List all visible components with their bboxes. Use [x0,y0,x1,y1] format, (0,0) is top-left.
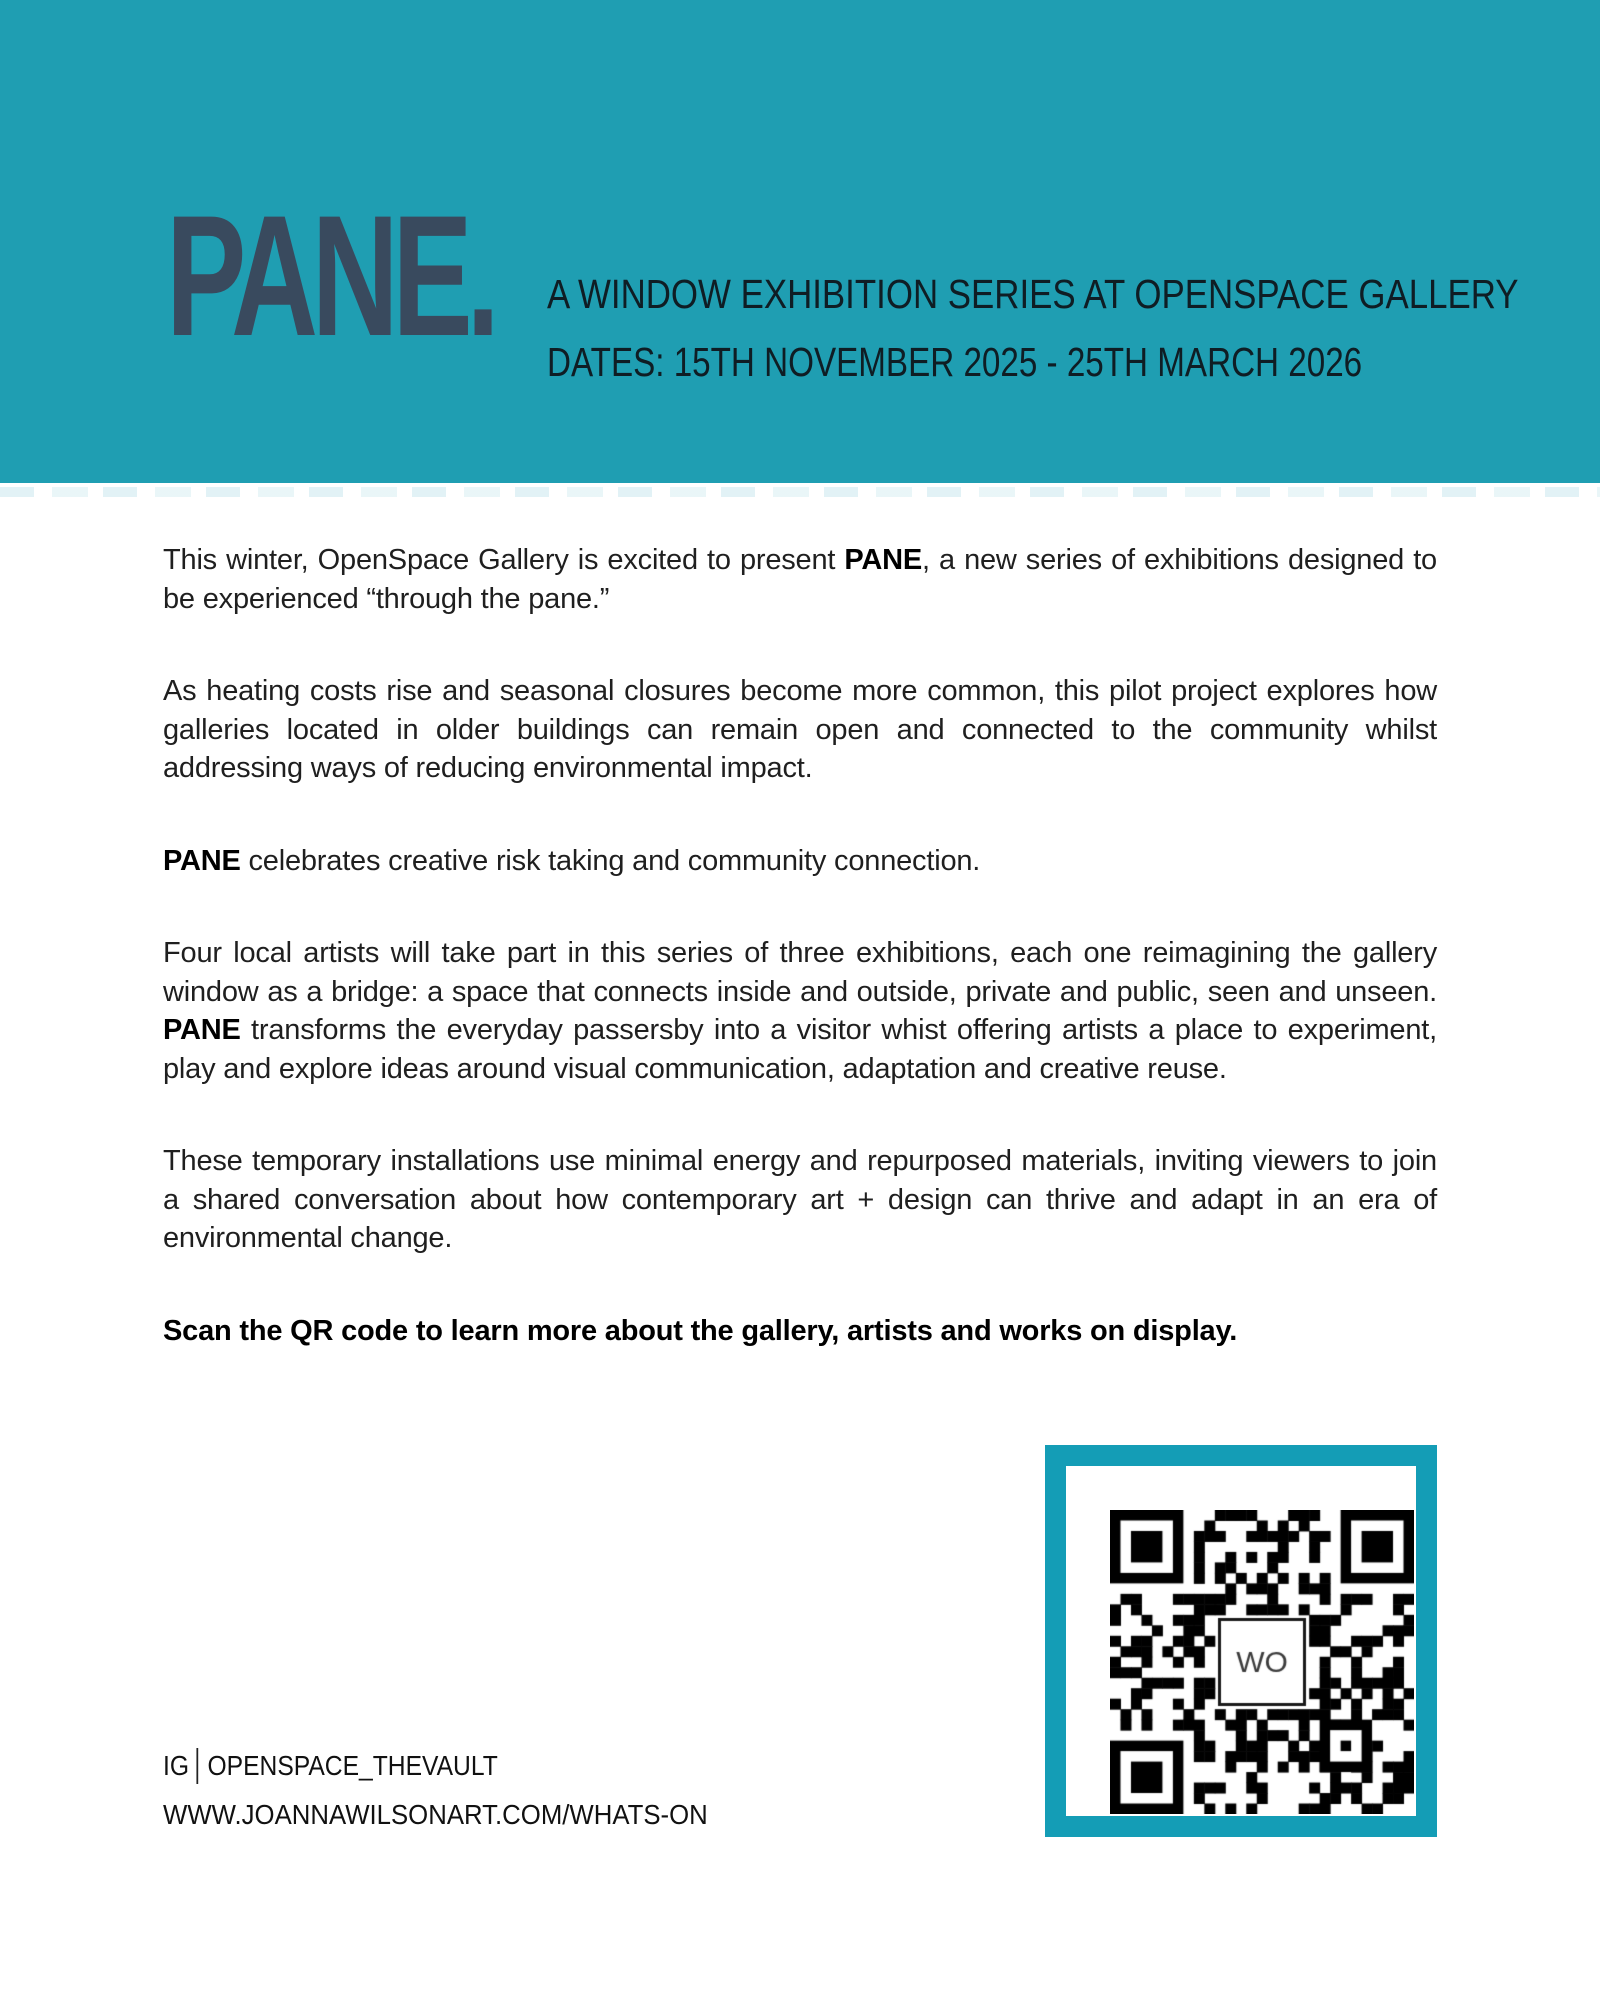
body-paragraphs [163,541,1437,1350]
paragraph: As heating costs rise and seasonal closures become more common, this pilot project explores how galleries located in older buildings can remain open and connected to the community whilst addressing ways of reducing environmental impact. [163,675,1437,784]
instagram-handle: OPENSPACE_THEVAULT [207,1750,498,1782]
instagram-prefix: IG [163,1750,190,1782]
divider-bar [196,1748,198,1784]
exhibition-subtitle: A WINDOW EXHIBITION SERIES AT OPENSPACE GALLERY [547,271,1519,317]
paragraph: Four local artists will take part in this series of three exhibitions, each one reimagining the gallery window as a bridge: a space that connects inside and outside, private and public, seen and unseen. PANE transforms the everyday passersby into a visitor whist offering artists a place to experiment, play and explore ideas around visual communication, adaptation and creative reuse. [163,937,1437,1085]
paragraph: These temporary installations use minimal energy and repurposed materials, inviting viewers to join a shared conversation about how contemporary art + design can thrive and adapt in an era of environmental change. [163,1145,1437,1254]
qr-code-background [1066,1466,1416,1816]
logo-pane: PANE. [166,180,494,372]
qr-code-frame [1045,1445,1437,1837]
paragraph: Scan the QR code to learn more about the gallery, artists and works on display. [163,1314,1238,1347]
instagram-line [163,1748,543,1784]
exhibition-dates: DATES: 15TH NOVEMBER 2025 - 25TH MARCH 2026 [547,339,1363,385]
paragraph: PANE celebrates creative risk taking and community connection. [163,844,981,877]
website-line [163,1798,755,1832]
qr-code [1110,1510,1414,1814]
website-url: WWW.JOANNAWILSONART.COM/WHATS-ON [163,1799,708,1830]
band-edge-texture [0,487,1600,497]
paragraph: This winter, OpenSpace Gallery is excited to present PANE, a new series of exhibitions designed to be experienced “through the pane.” [163,544,1437,615]
